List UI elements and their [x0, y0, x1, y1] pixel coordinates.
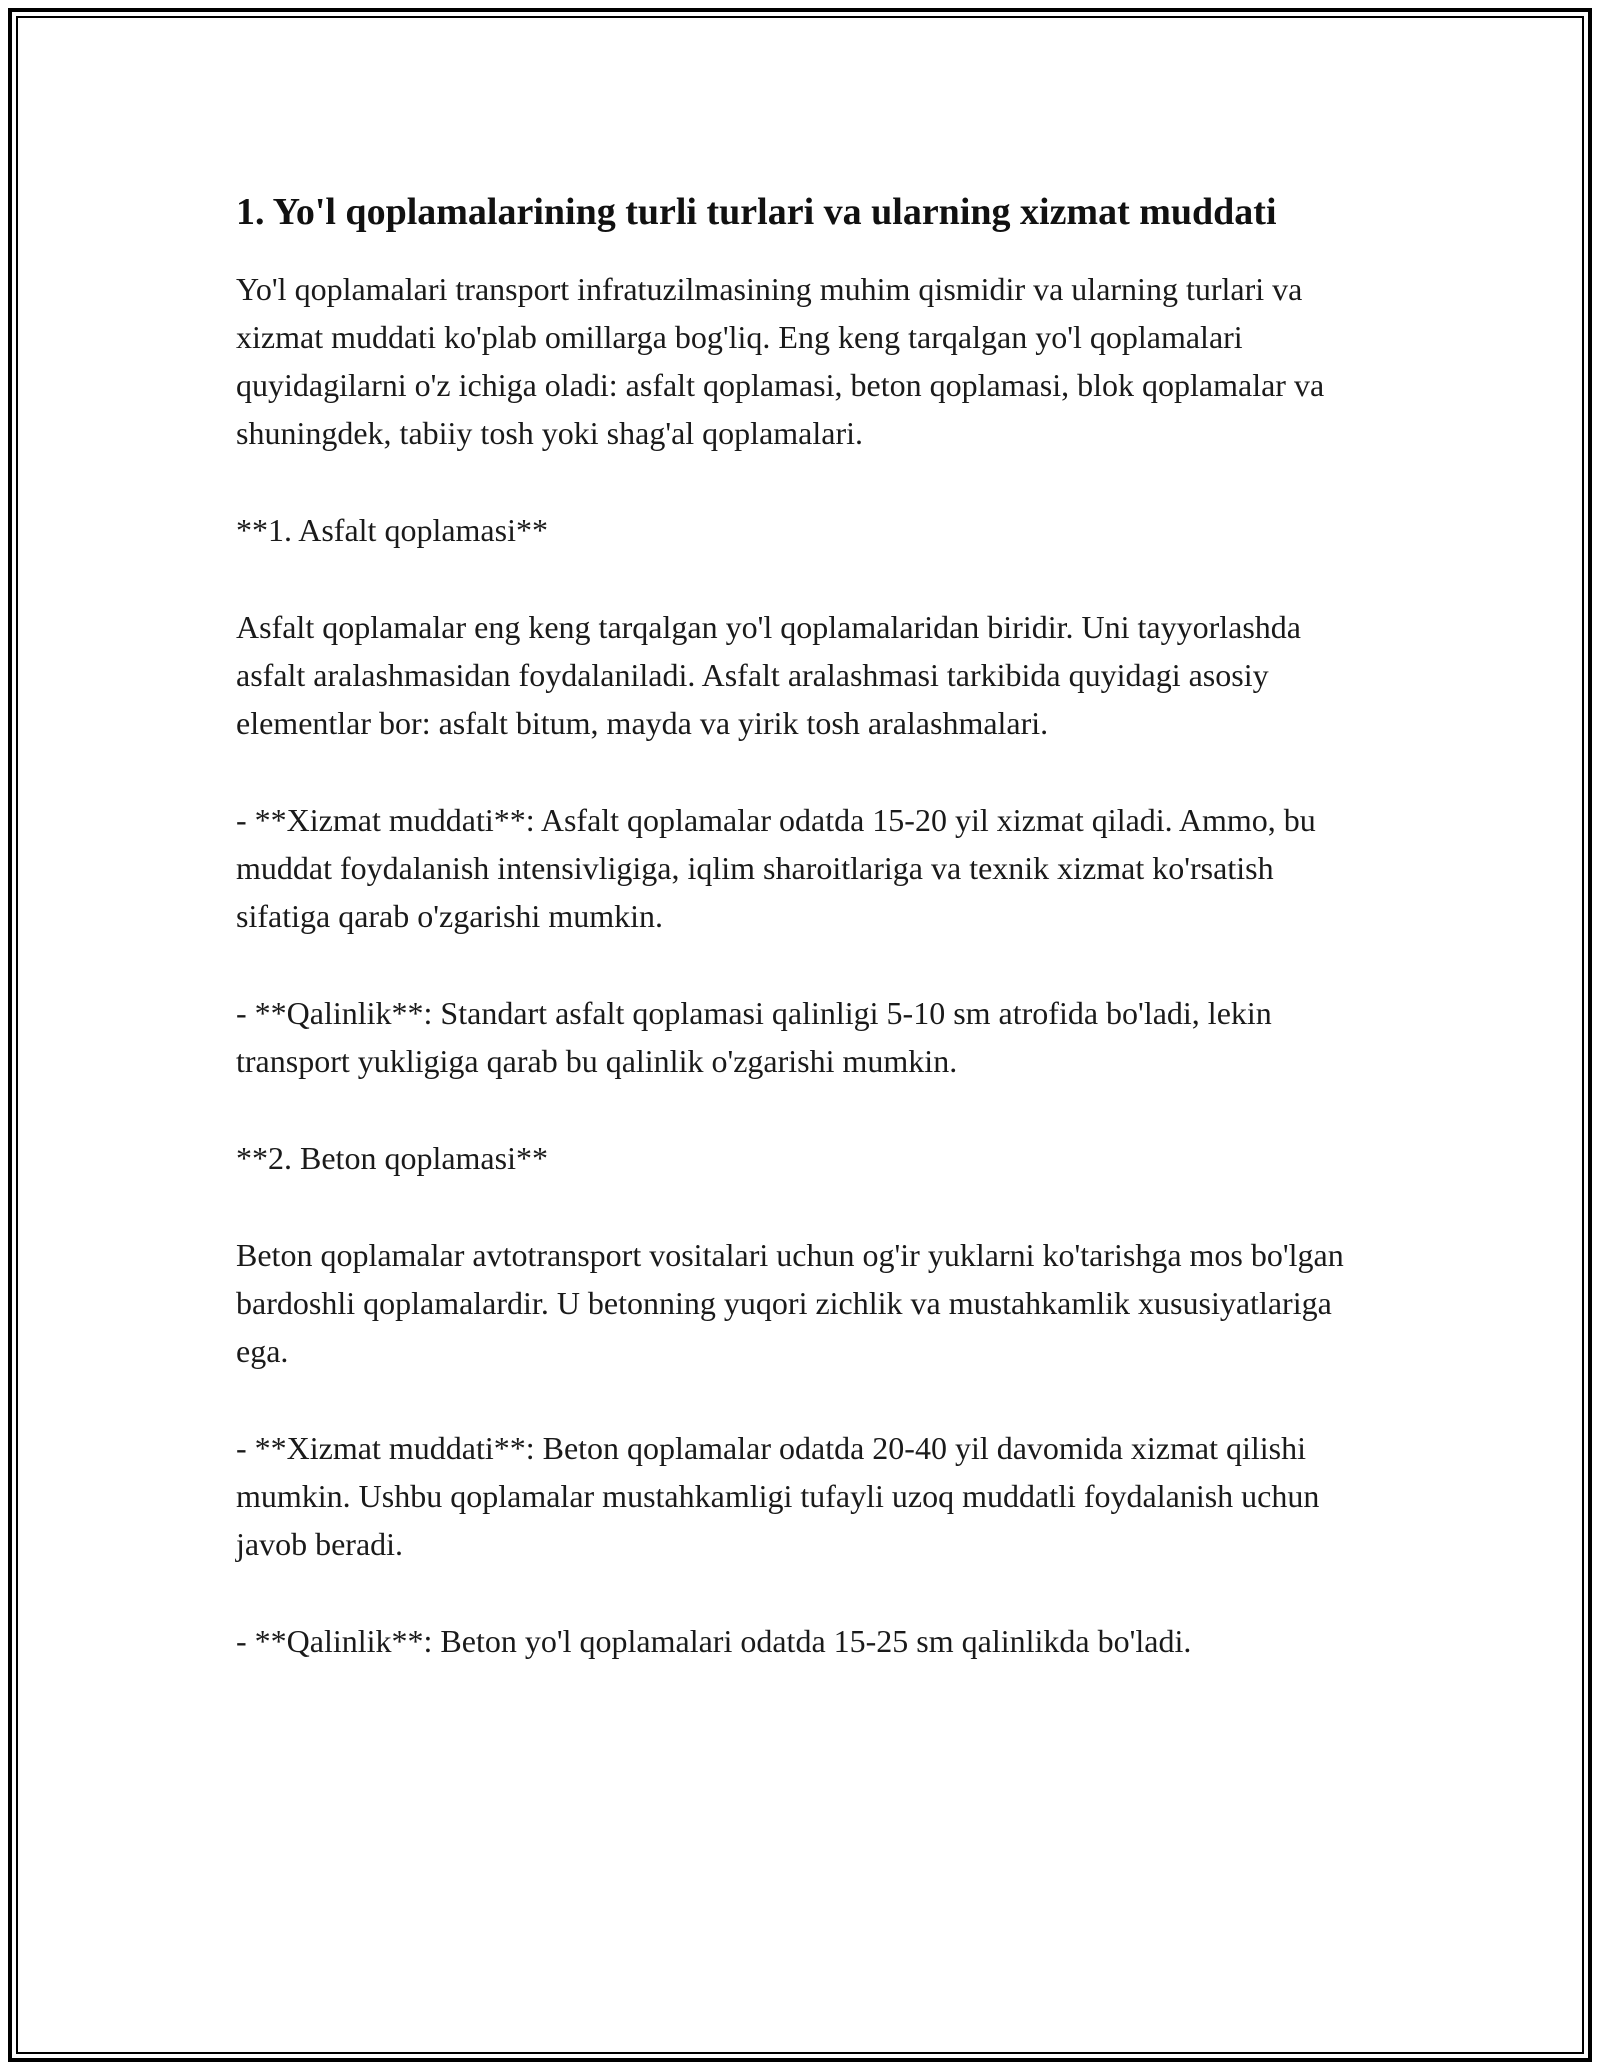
beton-thickness: - **Qalinlik**: Beton yo'l qoplamalari odatda 15-25 sm qalinlikda bo'ladi.: [236, 1623, 1192, 1659]
asfalt-description: Asfalt qoplamalar eng keng tarqalgan yo'l qoplamalaridan biridir. Uni tayyorlashda asfalt aralashmasidan foydalaniladi. Asfalt aralashmasi tarkibida quyidagi asosiy elementlar bor: asfalt bitum, mayda va yirik tosh aralashmalari.: [236, 609, 1301, 741]
beton-service-life: - **Xizmat muddati**: Beton qoplamalar odatda 20-40 yil davomida xizmat qilishi mumkin. Ushbu qoplamalar mustahkamligi tufayli uzoq muddatli foydalanish uchun javob beradi.: [236, 1430, 1320, 1562]
asfalt-service-life: - **Xizmat muddati**: Asfalt qoplamalar odatda 15-20 yil xizmat qiladi. Ammo, bu muddat foydalanish intensivligiga, iqlim sharoitlariga va texnik xizmat ko'rsatish sifatiga qarab o'zgarishi mumkin.: [236, 802, 1316, 934]
intro-paragraph: Yo'l qoplamalari transport infratuzilmasining muhim qismidir va ularning turlari va xizmat muddati ko'plab omillarga bog'liq. Eng keng tarqalgan yo'l qoplamalari quyidagilarni o'z ichiga oladi: asfalt qoplamasi, beton qoplamasi, blok qoplamalar va shuningdek, tabiiy tosh yoki shag'al qoplamalari.: [236, 271, 1325, 451]
subheading-beton: **2. Beton qoplamasi**: [236, 1140, 548, 1176]
beton-description: Beton qoplamalar avtotransport vositalari uchun og'ir yuklarni ko'tarishga mos bo'lgan bardoshli qoplamalardir. U betonning yuqori zichlik va mustahkamlik xususiyatlariga ega.: [236, 1237, 1344, 1369]
subheading-asfalt: **1. Asfalt qoplamasi**: [236, 512, 548, 548]
section-heading: 1. Yo'l qoplamalarining turli turlari va ularning xizmat muddati: [236, 191, 1277, 233]
asfalt-thickness: - **Qalinlik**: Standart asfalt qoplamasi qalinligi 5-10 sm atrofida bo'ladi, lekin transport yukligiga qarab bu qalinlik o'zgarishi mumkin.: [236, 995, 1272, 1079]
document-body: [236, 185, 1366, 1714]
